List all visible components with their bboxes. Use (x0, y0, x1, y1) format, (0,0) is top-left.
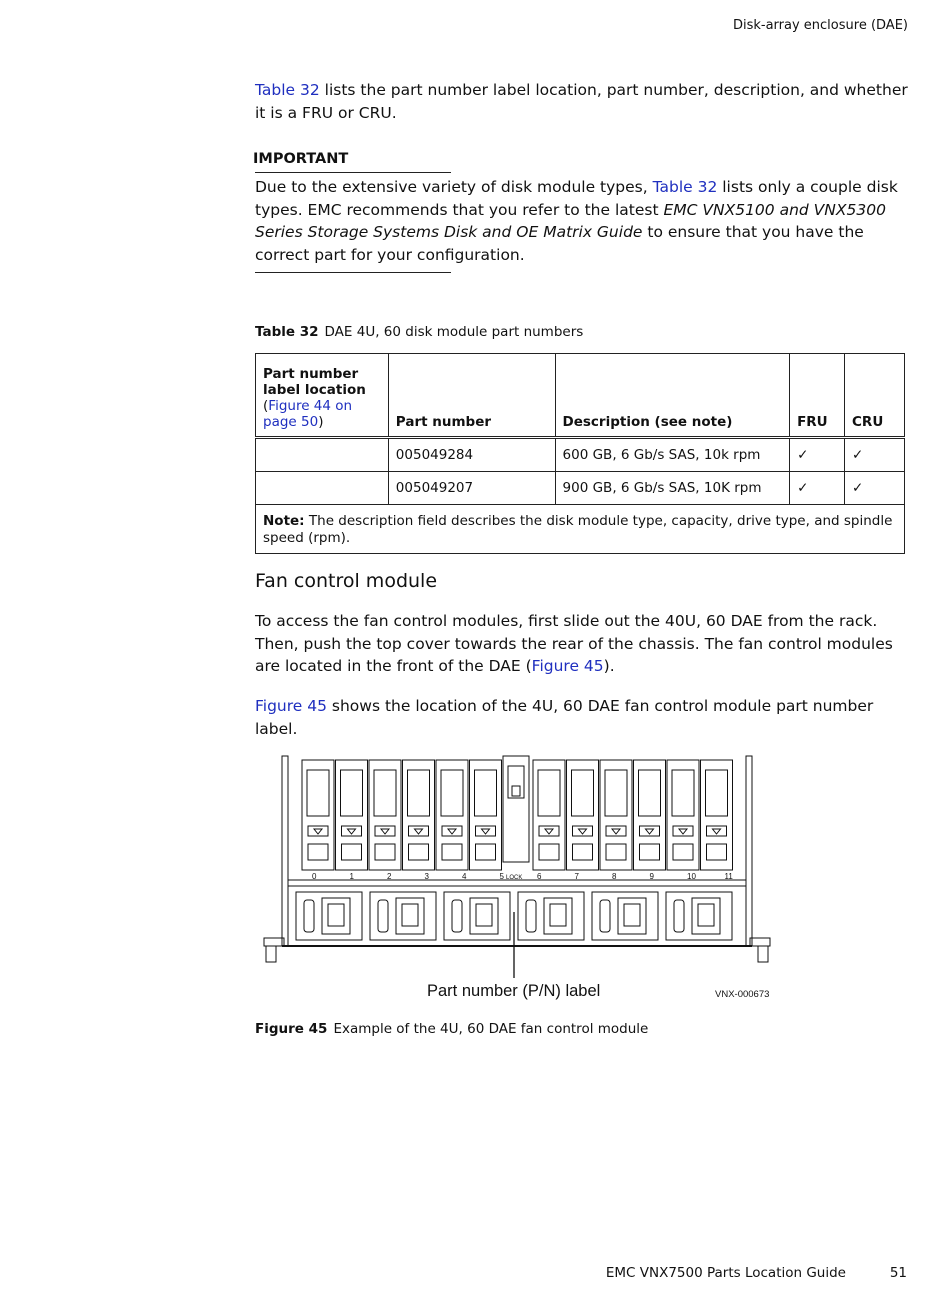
cell-location (256, 472, 389, 505)
figure-intro-text: shows the location of the 4U, 60 DAE fan control module part number label. (255, 697, 874, 738)
lock-button (512, 786, 520, 796)
left-foot (266, 946, 276, 962)
cell-description: 600 GB, 6 Gb/s SAS, 10k rpm (555, 438, 790, 472)
right-foot (758, 946, 768, 962)
slot-number-label: 0 (312, 872, 317, 881)
table-row (256, 438, 905, 472)
drive-slot (403, 760, 435, 870)
drive-slot (533, 760, 565, 870)
paren-close: ) (318, 414, 324, 430)
header-cru: CRU (845, 354, 905, 438)
header-location-text: Part number label location (263, 366, 366, 398)
table-header-row (256, 354, 905, 438)
drive-slot (667, 760, 699, 870)
note-label: Note: (263, 513, 305, 529)
header-part-number: Part number (388, 354, 555, 438)
drive-slot (436, 760, 468, 870)
dae-fan-module-drawing (262, 752, 782, 1007)
fan-control-module (666, 892, 732, 940)
part-numbers-table (255, 353, 905, 554)
important-top-rule (255, 172, 451, 173)
drive-slot (302, 760, 334, 870)
table-caption-label: Table 32 (255, 324, 319, 340)
drive-slot (634, 760, 666, 870)
cell-fru-check: ✓ (790, 438, 845, 472)
slot-number-label: 3 (424, 872, 429, 881)
important-table-32-link[interactable]: Table 32 (652, 178, 718, 196)
important-text-2: lists only a couple disk types. EMC recommends that you refer to the latest (255, 178, 898, 219)
figure-45-link-2[interactable]: Figure 45 (255, 697, 327, 715)
figure-caption (255, 1021, 648, 1037)
fan-control-module (592, 892, 658, 940)
header-location-ref (263, 398, 352, 430)
matrix-guide-title: EMC VNX5100 and VNX5300 Series Storage Systems Disk and OE Matrix Guide (255, 200, 886, 241)
right-rail (746, 756, 752, 946)
cell-cru-check: ✓ (845, 472, 905, 505)
figure-caption-label: Figure 45 (255, 1021, 328, 1037)
drive-slot (369, 760, 401, 870)
header-location (256, 354, 389, 438)
running-header: Disk-array enclosure (DAE) (732, 18, 908, 33)
fan-access-paragraph (255, 610, 910, 678)
drive-slot (336, 760, 368, 870)
slot-number-label: 2 (387, 872, 392, 881)
slot-number-label: 7 (574, 872, 579, 881)
fan-control-module (370, 892, 436, 940)
slot-number-label: 11 (724, 872, 733, 881)
left-bracket (264, 938, 284, 946)
section-title: Fan control module (255, 570, 438, 592)
cell-cru-check: ✓ (845, 438, 905, 472)
fan-control-module (518, 892, 584, 940)
header-description: Description (see note) (555, 354, 790, 438)
center-lock-column (503, 756, 529, 862)
important-paragraph (255, 176, 910, 266)
drive-slot-group (302, 760, 733, 870)
important-title: IMPORTANT (253, 151, 349, 167)
cell-part-number: 005049284 (388, 438, 555, 472)
lock-latch (508, 766, 524, 798)
header-fru: FRU (790, 354, 845, 438)
lock-label: LOCK (506, 875, 523, 881)
left-rail (282, 756, 288, 946)
footer-guide-title: EMC VNX7500 Parts Location Guide (605, 1265, 846, 1281)
cell-fru-check: ✓ (790, 472, 845, 505)
slot-number-label: 1 (349, 872, 354, 881)
intro-paragraph (255, 79, 910, 124)
note-text: The description field describes the disk module type, capacity, drive type, and spindle speed (rpm). (263, 513, 893, 546)
drive-slot (701, 760, 733, 870)
slot-number-label: 4 (462, 872, 467, 881)
drive-slot (470, 760, 502, 870)
important-bottom-rule (255, 272, 451, 273)
right-bracket (750, 938, 770, 946)
table-caption (255, 324, 583, 340)
important-text-3: to ensure that you have the correct part for your configuration. (255, 223, 864, 264)
slot-number-label: 6 (537, 872, 542, 881)
fan-access-end: ). (603, 657, 615, 675)
slot-number-label: 8 (612, 872, 617, 881)
slot-number-label: 10 (687, 872, 696, 881)
cell-part-number: 005049207 (388, 472, 555, 505)
cell-description: 900 GB, 6 Gb/s SAS, 10K rpm (555, 472, 790, 505)
figure-45-link[interactable]: Figure 45 (531, 657, 604, 675)
fan-control-module (444, 892, 510, 940)
slot-number-label: 9 (649, 872, 654, 881)
fan-access-text: To access the fan control modules, first slide out the 40U, 60 DAE from the rack. Then, push the top cover towards the rear of the chassis. The fan control modules are located in the front of the DAE ( (255, 612, 893, 675)
figure-44-link[interactable]: Figure 44 on page 50 (263, 398, 353, 430)
footer-page-number: 51 (889, 1265, 907, 1281)
cell-location (256, 438, 389, 472)
table-32-link[interactable]: Table 32 (255, 81, 320, 99)
figure-intro-paragraph (255, 695, 910, 740)
fan-control-module (296, 892, 362, 940)
figure-caption-text: Example of the 4U, 60 DAE fan control module (333, 1021, 649, 1037)
paren-open: ( (263, 398, 269, 414)
table-row (256, 472, 905, 505)
slot-number-label: 5 (499, 872, 504, 881)
table-note (256, 505, 905, 554)
drive-slot (567, 760, 599, 870)
figure-code: VNX-000673 (715, 989, 770, 1000)
table-note-row (256, 505, 905, 554)
drive-slot (600, 760, 632, 870)
table-caption-text: DAE 4U, 60 disk module part numbers (324, 324, 584, 340)
intro-text: lists the part number label location, part number, description, and whether it is a FRU or CRU. (255, 81, 908, 122)
pn-label-callout: Part number (P/N) label (427, 982, 601, 1000)
important-text-1: Due to the extensive variety of disk module types, (255, 178, 653, 196)
